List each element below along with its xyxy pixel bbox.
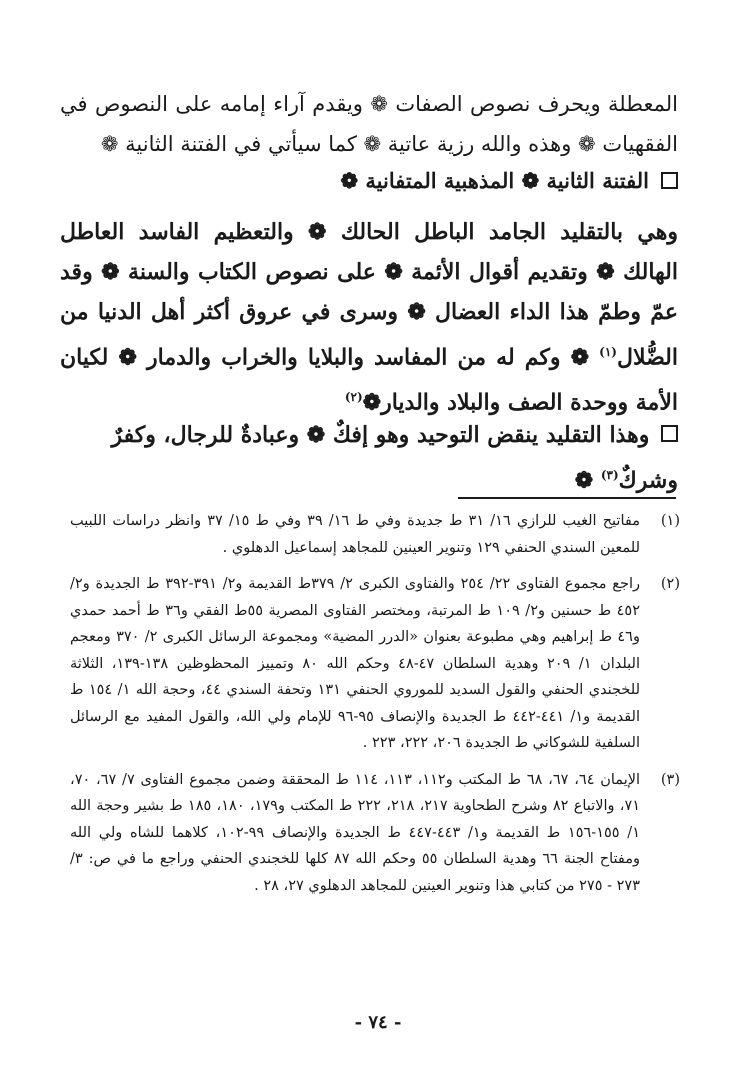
main-paragraph-part-2: ❁ وكم له من المفاسد والبلايا والخراب والدمار ❁ لكيان الأمة ووحدة الصف والبلاد والديار❁ [60,344,678,416]
section-heading-2-tail: ❁ [574,467,601,494]
section-heading-1 [340,168,678,193]
intro-paragraph: المعطلة ويحرف نصوص الصفات ❁ ويقدم آراء إمامه على النصوص في الفقهيات ❁ وهذه والله رزية عاتية ❁ كما سيأتي في الفتنة الثانية ❁ [60,92,678,156]
footnote-number: (١) [660,513,680,529]
footnote-1 [70,508,680,561]
footnote-number: (٢) [660,576,680,592]
square-bullet-icon [661,172,678,189]
main-paragraph-part-1: وهي بالتقليد الجامد الباطل الحالك ❁ والتعظيم الفاسد العاطل الهالك ❁ وتقديم أقوال الأئمة ❁ على نصوص الكتاب والسنة ❁ وقد عمّ وطمّ هذا الداء العضال ❁ وسرى في عروق أكثر أهل الدنيا من الضُّلال [60,219,678,371]
footnote-ref-1: (١) [599,345,617,359]
footnote-text: مفاتيح الغيب للرازي ١٦/ ٣١ ط جديدة وفي ط ١٦/ ٣٩ وفي ط ١٥/ ٣٧ وانظر دراسات اللبيب للمعين السندي الحنفي ١٢٩ وتنوير العينين للمجاهد إسماعيل الدهلوي . [70,513,640,556]
footnote-ref-3: (٣) [600,468,619,482]
main-paragraph [60,212,678,423]
page-number: - ٧٤ - [354,1012,402,1033]
footnotes [70,508,680,909]
footnote-3 [70,767,680,900]
footnote-separator [458,497,676,499]
section-heading-1-text: الفتنة الثانية ❁ المذهبية المتفانية ❁ [340,168,649,193]
section-heading-2 [60,415,678,500]
footnote-number: (٣) [660,771,680,788]
footnote-ref-2: (٢) [344,390,363,405]
section-heading-2-text: وهذا التقليد ينقض التوحيد وهو إفكٌ ❁ وعبادةٌ للرجال، وكفرٌ وشركٌ [111,422,678,494]
footnote-2 [70,571,680,757]
square-bullet-icon-2 [661,425,678,442]
footnote-text: راجع مجموع الفتاوى ٢٢/ ٢٥٤ والفتاوى الكبرى ٢/ ٣٧٩ط القديمة و٢/ ٣٩١-٣٩٢ ط الجديدة و٢/ ٤٥٢ ط حسنين و٢/ ١٠٩ ط المرتبة، ومختصر الفتاوى المصرية ٥٥ط الفقي و٣٦ ط أحمد حمدي و٤٦ ط إبراهيم وهي مطبوعة بعنوان «الدرر المضية» ومجموعة الرسائل الكبرى ٢/ ٣٧٠ ومعجم البلدان ١/ ٢٠٩ وهدية السلطان ٤٧-٤٨ وحكم الله ٨٠ وتمييز المحظوظين ١٣٨-١٣٩، الثلاثة للخجندي الحنفي والقول السديد للموروي الحنفي ١٣١ وتحفة السندي ٤٤، وحجة الله ١/ ١٥٤ ط القديمة و١/ ٤٤١-٤٤٢ ط الجديدة والإنصاف ٩٥-٩٦ للإمام ولي الله، والقول المفيد مع الرسائل السلفية للشوكاني ط الجديدة ٢٠٦، ٢٢٢، ٢٢٣ . [70,576,641,751]
footnote-text: الإيمان ٦٤، ٦٧، ٦٨ ط المكتب و١١٢، ١١٣، ١١٤ ط المحققة وضمن مجموع الفتاوى ٧/ ٦٧، ٧٠، ٧١، والاتباع ٨٢ وشرح الطحاوية ٢١٧، ٢١٨، ٢٢٢ ط المكتب و١٧٩، ١٨٠، ١٨٥ ط بشير وحجة الله ١/ ١٥٥-١٥٦ ط القديمة و١/ ٤٤٣-٤٤٧ ط الجديدة والإنصاف ٩٩-١٠٢، كلاهما للشاه ولي الله ومفتاح الجنة ٦٦ وهدية السلطان ٥٥ وحكم الله ٨٧ كلها للخجندي الحنفي وراجع ما في ص: ٣/ ٢٧٣ - ٢٧٥ من كتابي هذا وتنوير العينين للمجاهد الدهلوي ٢٧، ٢٨ . [70,771,641,894]
